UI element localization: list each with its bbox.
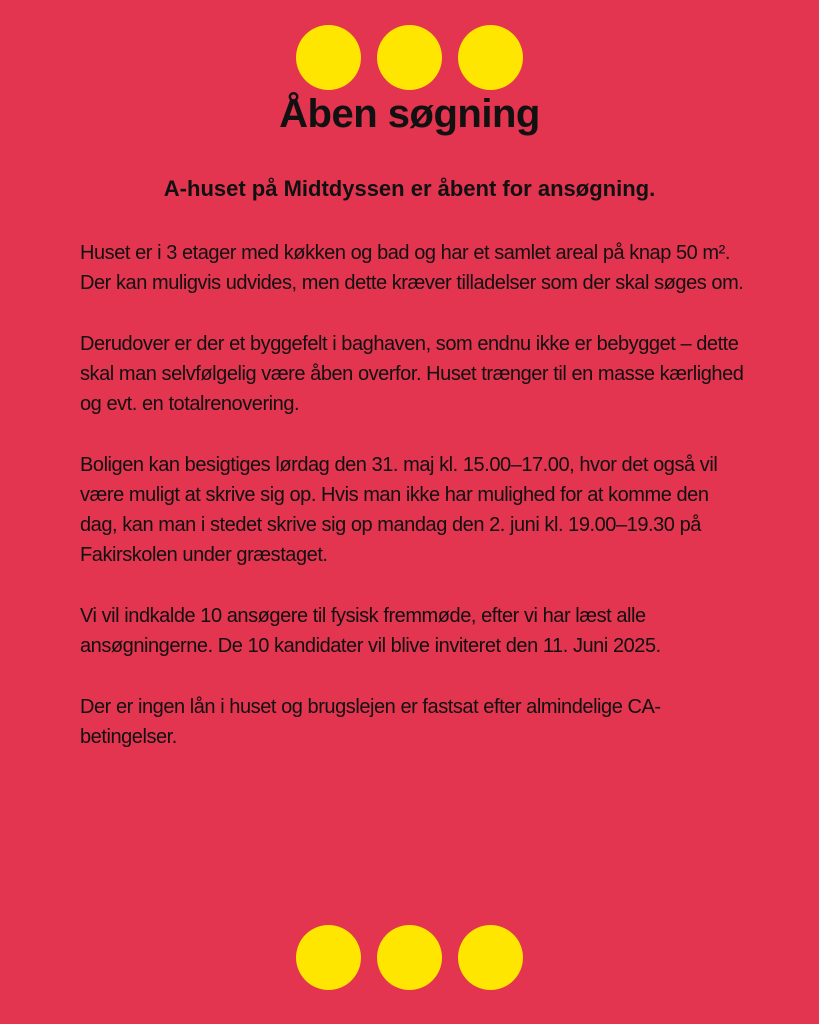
yellow-dot	[377, 25, 442, 90]
page-subtitle: A-huset på Midtdyssen er åbent for ansøgning.	[163, 176, 656, 201]
yellow-dot	[296, 25, 361, 90]
paragraph-viewing-times: Boligen kan besigtiges lørdag den 31. maj kl. 15.00–17.00, hvor det også vil være muligt at skrive sig op. Hvis man ikke har mulighed for at komme den dag, kan man i stedet skrive sig op mandag den 2. juni kl. 19.00–19.30 på Fakirskolen under græstaget.	[80, 454, 718, 566]
paragraph-building-plot: Derudover er der et byggefelt i baghaven, som endnu ikke er bebygget – dette skal man selvfølgelig være åben overfor. Huset trænger til en masse kærlighed og evt. en totalrenovering.	[80, 333, 744, 415]
paragraph-house-description: Huset er i 3 etager med køkken og bad og har et samlet areal på knap 50 m². Der kan muligvis udvides, men dette kræver tilladelser som der skal søges om.	[80, 242, 744, 294]
yellow-dot	[458, 25, 523, 90]
yellow-dot	[458, 925, 523, 990]
announcement-body	[80, 238, 750, 783]
yellow-dot	[377, 925, 442, 990]
yellow-dot	[296, 925, 361, 990]
top-dots-decoration	[0, 25, 819, 90]
bottom-dots-decoration	[0, 925, 819, 990]
paragraph-loan-terms: Der er ingen lån i huset og brugslejen er fastsat efter almindelige CA-betingelser.	[80, 696, 661, 748]
paragraph-applicants: Vi vil indkalde 10 ansøgere til fysisk fremmøde, efter vi har læst alle ansøgningerne. De 10 kandidater vil blive inviteret den 11. Juni 2025.	[80, 605, 661, 657]
page-title: Åben søgning	[279, 92, 540, 136]
